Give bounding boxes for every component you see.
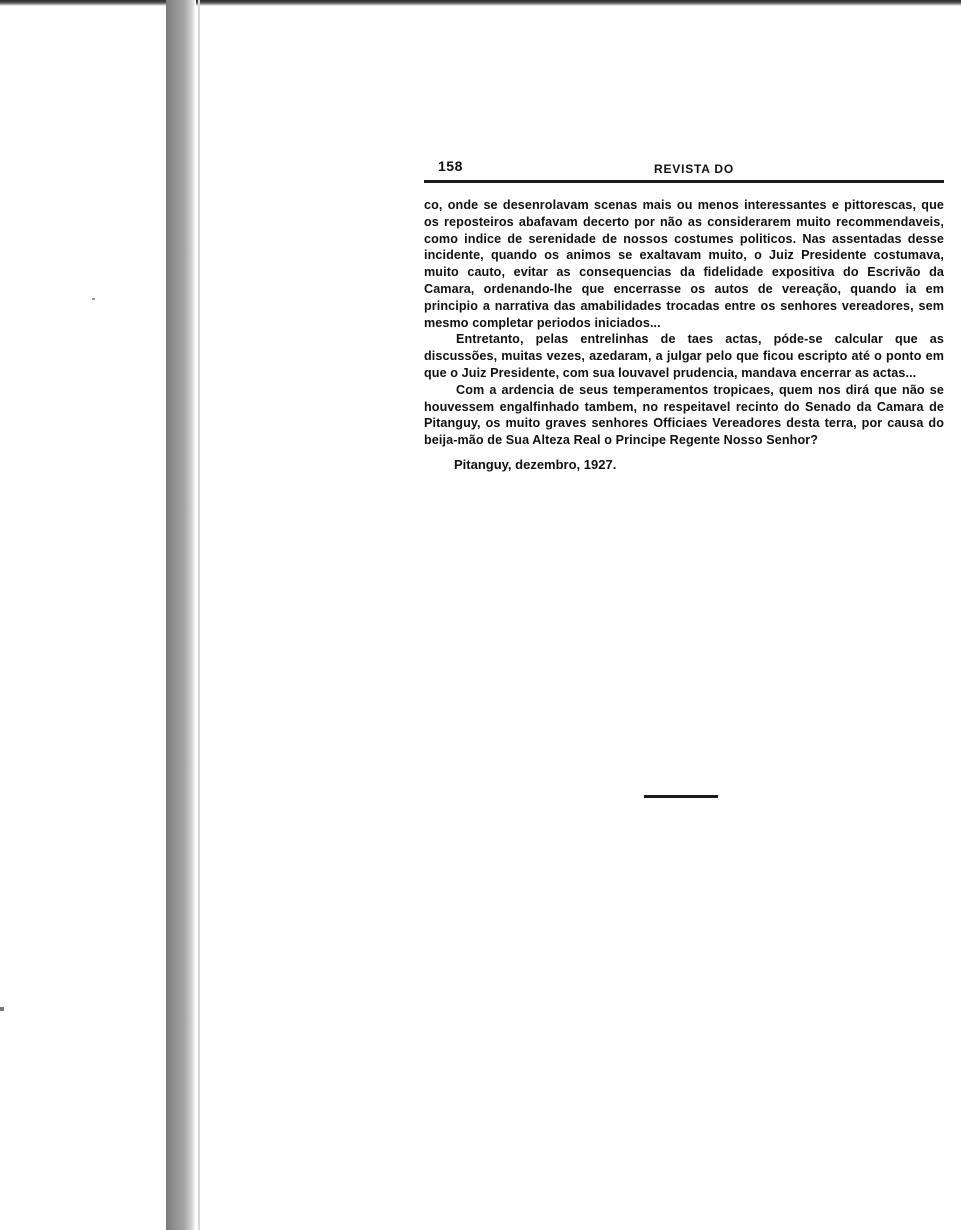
scan-speck (92, 298, 95, 300)
paragraph: Com a ardencia de seus temperamentos tropicaes, quem nos dirá que não se houvessem engalfinhado tambem, no respeitavel recinto do Senado da Camara de Pitanguy, os muito graves senhores Officiaes Vereadores desta terra, por causa do beija-mão de Sua Alteza Real o Principe Regente Nosso Senhor? (424, 382, 944, 448)
end-rule (644, 795, 718, 798)
paragraph: Entretanto, pelas entrelinhas de taes actas, póde-se calcular que as discussões, muitas vezes, azedaram, a julgar pelo que ficou escripto até o ponto em que o Juiz Presidente, com sua louvavel prudencia, mandava encerrar as actas... (424, 332, 944, 380)
body-text (424, 197, 944, 449)
book-gutter-shadow (166, 0, 196, 1230)
paragraph: co, onde se desenrolavam scenas mais ou menos interessantes e pittorescas, que os reposteiros abafavam decerto por não as considerarem muito recommendaveis, como indice de serenidade de nossos costumes politicos. Nas assentadas desse incidente, quando os animos se exaltavam muito, o Juiz Presidente costumava, muito cauto, evitar as consequencias da fidelidade expositiva do Escrivão da Camara, ordenando-lhe que encerrasse os autos de vereação, quando ia em principio a narrativa das amabilidades trocadas entre os senhores vereadores, sem mesmo completar periodos iniciados... (424, 198, 944, 330)
book-gutter-line (198, 0, 200, 1230)
page-header (424, 156, 944, 183)
scan-top-edge (0, 0, 961, 6)
running-head: REVISTA DO (654, 162, 735, 176)
scan-speck (0, 1007, 4, 1011)
document-page (424, 156, 944, 472)
page-number: 158 (438, 158, 463, 174)
place-date-signoff: Pitanguy, dezembro, 1927. (454, 456, 617, 472)
